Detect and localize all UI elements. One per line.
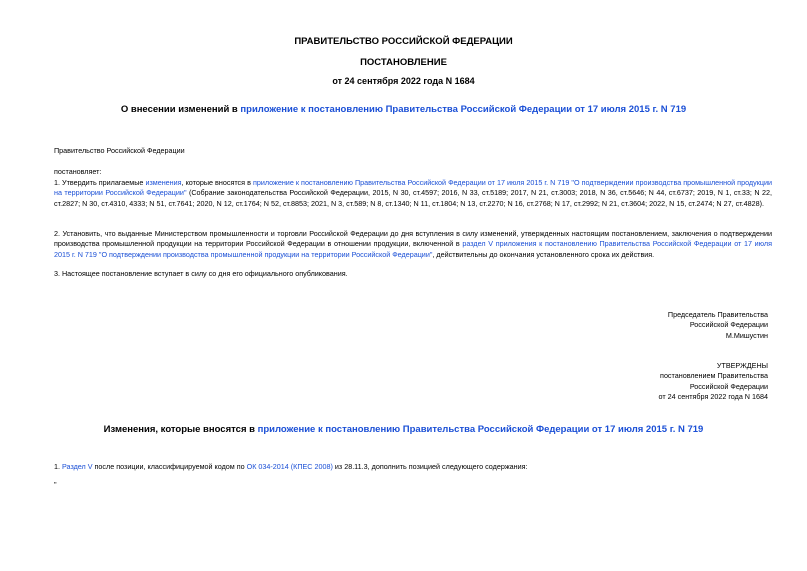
approved-by: постановлением Правительства <box>660 371 768 381</box>
p1-link-changes[interactable]: изменения <box>145 178 182 187</box>
changes-title-prefix: Изменения, которые вносятся в <box>103 424 258 435</box>
p1-text-c: (Собрание законодательства Российской Федерации, 2015, N 30, ст.4597; 2016, N 33, ст.5189; 2017, N 21, ст.3003; 2018, N 36, ст.5646; N 44, ст.6737; 2019, N 1, ст.33; N 22, ст.2827; N 30, ст.4310, 4333; N 51, ст.7641; 2020, N 12, ст.1764; N 52, ст.8853; 2021, N 3, ст.589; N 8, ст.1340; N 11, ст.1804; N 13, ст.2270; N 16, ст.2768; N 17, ст.2992; N 21, ст.3604; 2022, N 15, ст.2474; N 27, ст.4828). <box>54 188 772 208</box>
approved-block <box>659 361 768 402</box>
i1-link-section[interactable]: Раздел V <box>62 462 93 471</box>
paragraph-2 <box>54 229 772 260</box>
i1-text-b: после позиции, классифицируемой кодом по <box>92 462 247 471</box>
signature-block <box>668 310 768 341</box>
title-prefix: О внесении изменений в <box>120 104 241 115</box>
p2-link-section[interactable]: раздел V приложения к постановлению Правительства Российской Федерации от 17 июля 2015 г. N 719 "О подтверждении производства промышленной продукции на территории Российской Федерации" <box>54 239 772 259</box>
date-number-heading: от 24 сентября 2022 года N 1684 <box>332 76 475 86</box>
signature-name: М.Мишустин <box>725 330 768 340</box>
decrees-text: постановляет: <box>54 167 102 176</box>
p1-text-b: , которые вносятся в <box>181 178 253 187</box>
p1-link-annex[interactable]: приложение к постановлению Правительства Российской Федерации от 17 июля 2015 г. N 719 "О подтверждении производства промышленной продукции на территории Российской Федерации" <box>54 178 772 198</box>
approved-label: УТВЕРЖДЕНЫ <box>716 361 768 370</box>
p1-text-a: 1. Утвердить прилагаемые <box>54 178 146 187</box>
doc-type-heading: ПОСТАНОВЛЕНИЕ <box>360 57 447 68</box>
change-item-1 <box>54 462 528 472</box>
i1-text-c: из 28.11.3, дополнить позицией следующего содержания: <box>332 462 528 471</box>
paragraph-1 <box>54 178 772 209</box>
document-title <box>0 104 807 115</box>
p2-text-a: 2. Установить, что выданные Министерством промышленности и торговли Российской Федерации до дня вступления в силу изменений, утвержденных настоящим постановлением, заключения о подтверждении производства промышленной продукции на территории Российской Федерации в отношении продукции, включенной в <box>54 229 772 249</box>
paragraph-3: 3. Настоящее постановление вступает в силу со дня его официального опубликования. <box>54 269 348 278</box>
i1-link-classifier[interactable]: ОК 034-2014 (КПЕС 2008) <box>246 462 333 471</box>
changes-title-link[interactable]: приложение к постановлению Правительства Российской Федерации от 17 июля 2015 г. N 719 <box>257 424 704 435</box>
p2-text-b: , действительны до окончания установленного срока их действия. <box>432 249 655 259</box>
signature-org: Российской Федерации <box>689 320 768 330</box>
i1-text-a: 1. <box>54 462 62 471</box>
government-heading: ПРАВИТЕЛЬСТВО РОССИЙСКОЙ ФЕДЕРАЦИИ <box>294 36 513 47</box>
changes-title <box>0 424 807 435</box>
quote-mark: " <box>54 480 57 489</box>
signature-title: Председатель Правительства <box>667 310 768 319</box>
approved-org: Российской Федерации <box>689 381 768 391</box>
approved-date: от 24 сентября 2022 года N 1684 <box>658 391 768 401</box>
issuer-text: Правительство Российской Федерации <box>54 146 185 155</box>
title-link[interactable]: приложение к постановлению Правительства Российской Федерации от 17 июля 2015 г. N 719 <box>240 104 687 115</box>
